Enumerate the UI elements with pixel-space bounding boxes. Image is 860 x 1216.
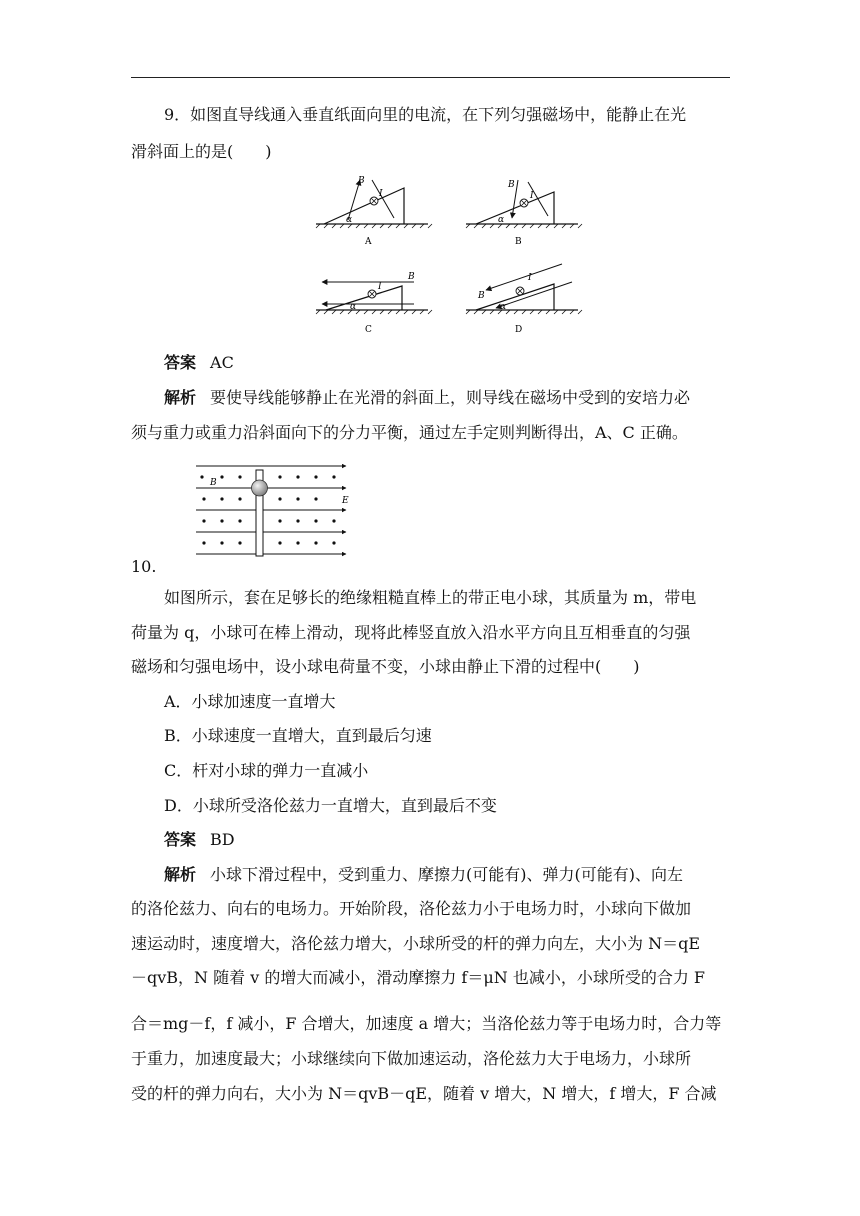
q9-b-i-label: I <box>530 191 534 201</box>
q10-analysis-line4: －qvB，N 随着 v 的增大而减小，滑动摩擦力 f＝μN 也减小，小球所受的合力 F <box>131 968 706 987</box>
q9-stem-line2: 滑斜面上的是( ) <box>131 142 272 161</box>
q9-figure <box>312 172 598 335</box>
q10-figure <box>192 460 354 560</box>
q9-option-b-label: B <box>515 237 522 247</box>
q9-c-b-label: B <box>408 272 415 282</box>
q10-number: 10. <box>131 557 157 576</box>
q10-option-c: C．杆对小球的弹力一直减小 <box>164 761 369 780</box>
q9-b-b-label: B <box>508 180 515 190</box>
q9-d-i-label: I <box>528 273 532 283</box>
q9-a-i-label: I <box>379 189 383 199</box>
q10-analysis-line7: 受的杆的弹力向右，大小为 N＝qvB－qE，随着 v 增大，N 增大，f 增大，F 合减 <box>131 1084 717 1103</box>
q10-e-label: E <box>342 496 349 506</box>
q9-analysis-line1: 解析 要使导线能够静止在光滑的斜面上，则导线在磁场中受到的安培力必 <box>164 388 691 407</box>
q10-stem-line1: 如图所示，套在足够长的绝缘粗糙直棒上的带正电小球，其质量为 m，带电 <box>164 588 697 607</box>
q9-option-c-label: C <box>365 325 372 335</box>
q10-option-b: B．小球速度一直增大，直到最后匀速 <box>164 726 432 745</box>
q9-stem-line1: 9．如图直导线通入垂直纸面向里的电流，在下列匀强磁场中，能静止在光 <box>164 105 687 124</box>
q10-analysis-line1: 解析 小球下滑过程中，受到重力、摩擦力(可能有)、弹力(可能有)、向左 <box>164 865 683 884</box>
q9-option-d-diagram <box>466 264 582 335</box>
q10-analysis-line5: 合＝mg－f，f 减小，F 合增大，加速度 a 增大；当洛伦兹力等于电场力时，合力等 <box>131 1014 722 1033</box>
q10-answer: 答案 BD <box>164 830 235 849</box>
q9-option-d-label: D <box>515 325 523 335</box>
q10-analysis-line2: 的洛伦兹力、向右的电场力。开始阶段，洛伦兹力小于电场力时，小球向下做加 <box>131 899 692 918</box>
q9-d-angle-label: α <box>500 302 507 312</box>
q10-analysis-line3: 速运动时，速度增大，洛伦兹力增大，小球所受的杆的弹力向左，大小为 N＝qE <box>131 934 701 953</box>
q9-option-c-diagram <box>316 272 432 335</box>
q10-stem-line3: 磁场和匀强电场中，设小球电荷量不变，小球由静止下滑的过程中( ) <box>131 657 640 676</box>
q9-answer: 答案 AC <box>164 353 234 372</box>
q9-c-i-label: I <box>378 282 382 292</box>
q9-c-angle-label: α <box>350 302 357 312</box>
q9-d-b-label: B <box>478 291 485 301</box>
q10-analysis-line6: 于重力，加速度最大；小球继续向下做加速运动，洛伦兹力大于电场力，小球所 <box>131 1049 692 1068</box>
q9-option-b-diagram <box>466 180 582 247</box>
q10-option-d: D．小球所受洛伦兹力一直增大，直到最后不变 <box>164 796 497 815</box>
q10-stem-line2: 荷量为 q，小球可在棒上滑动，现将此棒竖直放入沿水平方向且互相垂直的匀强 <box>131 623 691 642</box>
q9-a-angle-label: α <box>346 215 353 225</box>
q9-option-a-diagram <box>316 176 432 247</box>
q9-analysis-line2: 须与重力或重力沿斜面向下的分力平衡，通过左手定则判断得出，A、C 正确。 <box>131 423 688 442</box>
header-rule <box>131 77 730 78</box>
q9-option-a-label: A <box>365 237 372 247</box>
q10-b-label: B <box>210 478 217 488</box>
q9-b-angle-label: α <box>498 215 505 225</box>
q10-option-a: A．小球加速度一直增大 <box>164 692 336 711</box>
q9-a-b-label: B <box>358 176 365 186</box>
